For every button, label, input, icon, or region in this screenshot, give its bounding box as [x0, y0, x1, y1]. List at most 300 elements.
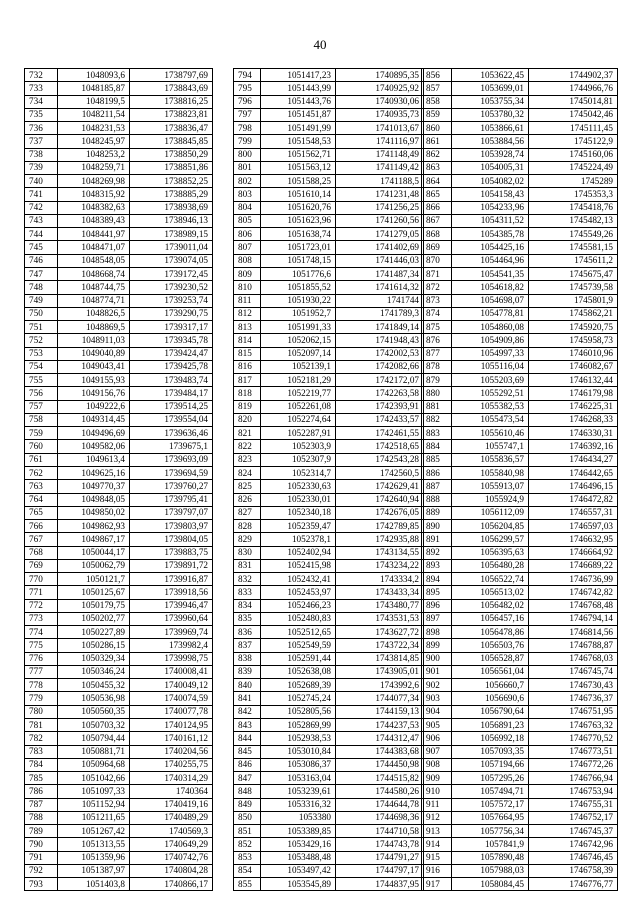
y-coordinate-cell: 1746742,82 [529, 586, 618, 599]
x-coordinate-cell: 1054778,81 [452, 307, 529, 320]
point-number-cell: 856 [422, 69, 452, 82]
table-row [234, 334, 424, 347]
table-row [234, 533, 424, 546]
table-row [422, 559, 618, 572]
y-coordinate-cell: 1744515,82 [336, 772, 424, 785]
point-number-cell: 895 [422, 586, 452, 599]
table-row [25, 148, 213, 161]
y-coordinate-cell: 1739425,78 [130, 360, 213, 373]
table-row [234, 201, 424, 214]
x-coordinate-cell: 1052261,08 [261, 400, 336, 413]
x-coordinate-cell: 1052307,9 [261, 453, 336, 466]
point-number-cell: 796 [234, 95, 261, 108]
x-coordinate-cell: 1055292,51 [452, 387, 529, 400]
x-coordinate-cell: 1051638,74 [261, 228, 336, 241]
table-row [25, 825, 213, 838]
y-coordinate-cell: 1746763,32 [529, 719, 618, 732]
x-coordinate-cell: 1050227,89 [58, 626, 130, 639]
table-row [25, 188, 213, 201]
y-coordinate-cell: 1746010,96 [529, 347, 618, 360]
x-coordinate-cell: 1048231,53 [58, 122, 130, 135]
point-number-cell: 853 [234, 851, 261, 864]
x-coordinate-cell: 1053497,42 [261, 864, 336, 877]
y-coordinate-cell: 1746689,22 [529, 559, 618, 572]
x-coordinate-cell: 1056395,63 [452, 546, 529, 559]
point-number-cell: 879 [422, 374, 452, 387]
table-row [25, 108, 213, 121]
x-coordinate-cell: 1057494,71 [452, 785, 529, 798]
y-coordinate-cell: 1743480,77 [336, 599, 424, 612]
y-coordinate-cell: 1739891,72 [130, 559, 213, 572]
y-coordinate-cell: 1745611,2 [529, 254, 618, 267]
x-coordinate-cell: 1053622,45 [452, 69, 529, 82]
y-coordinate-cell: 1742263,58 [336, 387, 424, 400]
x-coordinate-cell: 1055924,9 [452, 493, 529, 506]
table-row [25, 506, 213, 519]
y-coordinate-cell: 1742789,85 [336, 520, 424, 533]
table-row [422, 188, 618, 201]
x-coordinate-cell: 1052062,15 [261, 334, 336, 347]
point-number-cell: 826 [234, 493, 261, 506]
y-coordinate-cell: 1745920,75 [529, 321, 618, 334]
table-row [422, 705, 618, 718]
x-coordinate-cell: 1055840,98 [452, 466, 529, 479]
point-number-cell: 866 [422, 201, 452, 214]
y-coordinate-cell: 1746742,96 [529, 838, 618, 851]
table-row [25, 599, 213, 612]
table-row [25, 294, 213, 307]
y-coordinate-cell: 1740489,29 [130, 811, 213, 824]
y-coordinate-cell: 1746392,16 [529, 440, 618, 453]
table-row [25, 82, 213, 95]
y-coordinate-cell: 1743905,01 [336, 665, 424, 678]
point-number-cell: 822 [234, 440, 261, 453]
point-number-cell: 813 [234, 321, 261, 334]
x-coordinate-cell: 1048744,75 [58, 281, 130, 294]
y-coordinate-cell: 1743814,85 [336, 652, 424, 665]
y-coordinate-cell: 1745160,06 [529, 148, 618, 161]
point-number-cell: 867 [422, 214, 452, 227]
table-row [422, 148, 618, 161]
table-row [234, 559, 424, 572]
x-coordinate-cell: 1054698,07 [452, 294, 529, 307]
x-coordinate-cell: 1048199,5 [58, 95, 130, 108]
point-number-cell: 804 [234, 201, 261, 214]
y-coordinate-cell: 1741446,03 [336, 254, 424, 267]
table-row [234, 639, 424, 652]
point-number-cell: 748 [25, 281, 58, 294]
point-number-cell: 864 [422, 175, 452, 188]
y-coordinate-cell: 1744644,78 [336, 798, 424, 811]
point-number-cell: 828 [234, 520, 261, 533]
table-row [422, 811, 618, 824]
x-coordinate-cell: 1055913,07 [452, 480, 529, 493]
y-coordinate-cell: 1739675,1 [130, 440, 213, 453]
x-coordinate-cell: 1056992,18 [452, 732, 529, 745]
table-row [25, 135, 213, 148]
x-coordinate-cell: 1051359,96 [58, 851, 130, 864]
y-coordinate-cell: 1740364 [130, 785, 213, 798]
x-coordinate-cell: 1050346,24 [58, 665, 130, 678]
x-coordinate-cell: 1048315,92 [58, 188, 130, 201]
x-coordinate-cell: 1056660,7 [452, 679, 529, 692]
y-coordinate-cell: 1744312,47 [336, 732, 424, 745]
x-coordinate-cell: 1054005,31 [452, 161, 529, 174]
y-coordinate-cell: 1746745,74 [529, 665, 618, 678]
point-number-cell: 745 [25, 241, 58, 254]
point-number-cell: 763 [25, 480, 58, 493]
x-coordinate-cell: 1054860,08 [452, 321, 529, 334]
point-number-cell: 896 [422, 599, 452, 612]
point-number-cell: 843 [234, 719, 261, 732]
table-row [25, 665, 213, 678]
table-row [234, 122, 424, 135]
x-coordinate-cell: 1050179,75 [58, 599, 130, 612]
table-row [422, 758, 618, 771]
x-coordinate-cell: 1056522,74 [452, 573, 529, 586]
y-coordinate-cell: 1738851,86 [130, 161, 213, 174]
point-number-cell: 782 [25, 732, 58, 745]
y-coordinate-cell: 1743334,2 [336, 573, 424, 586]
table-row [25, 493, 213, 506]
point-number-cell: 880 [422, 387, 452, 400]
point-number-cell: 848 [234, 785, 261, 798]
x-coordinate-cell: 1053163,04 [261, 772, 336, 785]
y-coordinate-cell: 1744383,68 [336, 745, 424, 758]
table-row [234, 520, 424, 533]
y-coordinate-cell: 1746472,82 [529, 493, 618, 506]
table-row [25, 175, 213, 188]
point-number-cell: 916 [422, 864, 452, 877]
x-coordinate-cell: 1052453,97 [261, 586, 336, 599]
point-number-cell: 818 [234, 387, 261, 400]
y-coordinate-cell: 1739636,46 [130, 427, 213, 440]
x-coordinate-cell: 1053488,48 [261, 851, 336, 864]
x-coordinate-cell: 1048245,97 [58, 135, 130, 148]
x-coordinate-cell: 1056204,85 [452, 520, 529, 533]
x-coordinate-cell: 1056561,04 [452, 665, 529, 678]
y-coordinate-cell: 1742560,5 [336, 466, 424, 479]
point-number-cell: 888 [422, 493, 452, 506]
table-row [25, 228, 213, 241]
y-coordinate-cell: 1741256,25 [336, 201, 424, 214]
point-number-cell: 901 [422, 665, 452, 678]
x-coordinate-cell: 1051588,25 [261, 175, 336, 188]
table-row [422, 493, 618, 506]
y-coordinate-cell: 1739803,97 [130, 520, 213, 533]
y-coordinate-cell: 1743627,72 [336, 626, 424, 639]
point-number-cell: 814 [234, 334, 261, 347]
table-row [25, 321, 213, 334]
y-coordinate-cell: 1746736,99 [529, 573, 618, 586]
table-row [234, 175, 424, 188]
table-row [25, 400, 213, 413]
x-coordinate-cell: 1052638,08 [261, 665, 336, 678]
point-number-cell: 838 [234, 652, 261, 665]
x-coordinate-cell: 1049156,76 [58, 387, 130, 400]
y-coordinate-cell: 1741487,34 [336, 267, 424, 280]
table-row [234, 374, 424, 387]
y-coordinate-cell: 1739693,09 [130, 453, 213, 466]
x-coordinate-cell: 1052415,98 [261, 559, 336, 572]
y-coordinate-cell: 1741149,42 [336, 161, 424, 174]
y-coordinate-cell: 1745581,15 [529, 241, 618, 254]
table-row [25, 387, 213, 400]
point-number-cell: 735 [25, 108, 58, 121]
table-row [234, 506, 424, 519]
table-row [234, 825, 424, 838]
x-coordinate-cell: 1051855,52 [261, 281, 336, 294]
point-number-cell: 802 [234, 175, 261, 188]
x-coordinate-cell: 1053928,74 [452, 148, 529, 161]
x-coordinate-cell: 1052591,44 [261, 652, 336, 665]
x-coordinate-cell: 1050703,32 [58, 719, 130, 732]
x-coordinate-cell: 1051548,53 [261, 135, 336, 148]
table-row [25, 838, 213, 851]
x-coordinate-cell: 1056480,28 [452, 559, 529, 572]
table-row [25, 652, 213, 665]
table-row [234, 811, 424, 824]
y-coordinate-cell: 1739804,05 [130, 533, 213, 546]
point-number-cell: 906 [422, 732, 452, 745]
point-number-cell: 743 [25, 214, 58, 227]
x-coordinate-cell: 1052274,64 [261, 413, 336, 426]
x-coordinate-cell: 1053380 [261, 811, 336, 824]
point-number-cell: 778 [25, 679, 58, 692]
table-row [234, 267, 424, 280]
point-number-cell: 819 [234, 400, 261, 413]
point-number-cell: 913 [422, 825, 452, 838]
y-coordinate-cell: 1744902,37 [529, 69, 618, 82]
x-coordinate-cell: 1056457,16 [452, 612, 529, 625]
table-row [234, 679, 424, 692]
point-number-cell: 807 [234, 241, 261, 254]
table-row [234, 307, 424, 320]
x-coordinate-cell: 1049582,06 [58, 440, 130, 453]
point-number-cell: 869 [422, 241, 452, 254]
point-number-cell: 799 [234, 135, 261, 148]
x-coordinate-cell: 1048211,54 [58, 108, 130, 121]
point-number-cell: 911 [422, 798, 452, 811]
x-coordinate-cell: 1049043,41 [58, 360, 130, 373]
coordinates-table-2 [233, 68, 424, 891]
x-coordinate-cell: 1052805,56 [261, 705, 336, 718]
x-coordinate-cell: 1049314,45 [58, 413, 130, 426]
table-row [234, 546, 424, 559]
y-coordinate-cell: 1746496,15 [529, 480, 618, 493]
x-coordinate-cell: 1052181,29 [261, 374, 336, 387]
y-coordinate-cell: 1739982,4 [130, 639, 213, 652]
x-coordinate-cell: 1054233,96 [452, 201, 529, 214]
x-coordinate-cell: 1057841,9 [452, 838, 529, 851]
y-coordinate-cell: 1744450,98 [336, 758, 424, 771]
table-row [234, 108, 424, 121]
table-row [422, 652, 618, 665]
y-coordinate-cell: 1738816,25 [130, 95, 213, 108]
table-row [25, 241, 213, 254]
table-row [422, 546, 618, 559]
y-coordinate-cell: 1746664,92 [529, 546, 618, 559]
x-coordinate-cell: 1052340,18 [261, 506, 336, 519]
table-row [422, 626, 618, 639]
table-row [422, 135, 618, 148]
point-number-cell: 811 [234, 294, 261, 307]
point-number-cell: 738 [25, 148, 58, 161]
table-row [422, 175, 618, 188]
point-number-cell: 890 [422, 520, 452, 533]
table-row [25, 480, 213, 493]
point-number-cell: 757 [25, 400, 58, 413]
point-number-cell: 756 [25, 387, 58, 400]
table-row [422, 772, 618, 785]
table-row [422, 466, 618, 479]
table-row [234, 161, 424, 174]
point-number-cell: 772 [25, 599, 58, 612]
x-coordinate-cell: 1055116,04 [452, 360, 529, 373]
table-row [25, 705, 213, 718]
y-coordinate-cell: 1743531,53 [336, 612, 424, 625]
x-coordinate-cell: 1055610,46 [452, 427, 529, 440]
y-coordinate-cell: 1746752,17 [529, 811, 618, 824]
y-coordinate-cell: 1742518,65 [336, 440, 424, 453]
y-coordinate-cell: 1739253,74 [130, 294, 213, 307]
x-coordinate-cell: 1055747,1 [452, 440, 529, 453]
y-coordinate-cell: 1743722,34 [336, 639, 424, 652]
y-coordinate-cell: 1746730,43 [529, 679, 618, 692]
y-coordinate-cell: 1746597,03 [529, 520, 618, 533]
table-row [422, 201, 618, 214]
y-coordinate-cell: 1742640,94 [336, 493, 424, 506]
point-number-cell: 777 [25, 665, 58, 678]
x-coordinate-cell: 1052287,91 [261, 427, 336, 440]
table-row [25, 533, 213, 546]
y-coordinate-cell: 1741279,05 [336, 228, 424, 241]
point-number-cell: 760 [25, 440, 58, 453]
x-coordinate-cell: 1048471,07 [58, 241, 130, 254]
y-coordinate-cell: 1739797,07 [130, 506, 213, 519]
table-row [422, 639, 618, 652]
y-coordinate-cell: 1739230,52 [130, 281, 213, 294]
table-row [25, 307, 213, 320]
table-row [234, 480, 424, 493]
point-number-cell: 764 [25, 493, 58, 506]
table-row [234, 719, 424, 732]
y-coordinate-cell: 1746776,77 [529, 878, 618, 891]
x-coordinate-cell: 1051042,66 [58, 772, 130, 785]
table-row [234, 652, 424, 665]
y-coordinate-cell: 1746746,45 [529, 851, 618, 864]
y-coordinate-cell: 1740049,12 [130, 679, 213, 692]
y-coordinate-cell: 1745482,13 [529, 214, 618, 227]
y-coordinate-cell: 1738852,25 [130, 175, 213, 188]
point-number-cell: 836 [234, 626, 261, 639]
point-number-cell: 851 [234, 825, 261, 838]
x-coordinate-cell: 1051610,14 [261, 188, 336, 201]
y-coordinate-cell: 1739795,41 [130, 493, 213, 506]
y-coordinate-cell: 1739760,27 [130, 480, 213, 493]
y-coordinate-cell: 1746794,14 [529, 612, 618, 625]
table-row [25, 453, 213, 466]
point-number-cell: 767 [25, 533, 58, 546]
table-row [25, 573, 213, 586]
y-coordinate-cell: 1742935,88 [336, 533, 424, 546]
x-coordinate-cell: 1050044,17 [58, 546, 130, 559]
point-number-cell: 803 [234, 188, 261, 201]
point-number-cell: 833 [234, 586, 261, 599]
point-number-cell: 849 [234, 798, 261, 811]
y-coordinate-cell: 1739969,74 [130, 626, 213, 639]
x-coordinate-cell: 1057295,26 [452, 772, 529, 785]
x-coordinate-cell: 1056112,09 [452, 506, 529, 519]
y-coordinate-cell: 1739554,04 [130, 413, 213, 426]
point-number-cell: 812 [234, 307, 261, 320]
table-row [25, 360, 213, 373]
point-number-cell: 797 [234, 108, 261, 121]
table-row [234, 798, 424, 811]
table-row [422, 665, 618, 678]
y-coordinate-cell: 1744698,36 [336, 811, 424, 824]
point-number-cell: 900 [422, 652, 452, 665]
point-number-cell: 910 [422, 785, 452, 798]
table-row [422, 334, 618, 347]
x-coordinate-cell: 1053545,89 [261, 878, 336, 891]
point-number-cell: 733 [25, 82, 58, 95]
table-row [25, 95, 213, 108]
point-number-cell: 842 [234, 705, 261, 718]
table-row [25, 811, 213, 824]
table-row [422, 95, 618, 108]
x-coordinate-cell: 1054541,35 [452, 267, 529, 280]
point-number-cell: 810 [234, 281, 261, 294]
table-row [25, 122, 213, 135]
point-number-cell: 774 [25, 626, 58, 639]
x-coordinate-cell: 1048911,03 [58, 334, 130, 347]
x-coordinate-cell: 1051491,99 [261, 122, 336, 135]
table-row [422, 387, 618, 400]
x-coordinate-cell: 1048548,05 [58, 254, 130, 267]
point-number-cell: 885 [422, 453, 452, 466]
point-number-cell: 861 [422, 135, 452, 148]
y-coordinate-cell: 1739484,17 [130, 387, 213, 400]
y-coordinate-cell: 1740935,73 [336, 108, 424, 121]
table-row [25, 785, 213, 798]
point-number-cell: 865 [422, 188, 452, 201]
table-row [422, 533, 618, 546]
point-number-cell: 837 [234, 639, 261, 652]
x-coordinate-cell: 1049625,16 [58, 466, 130, 479]
point-number-cell: 891 [422, 533, 452, 546]
point-number-cell: 794 [234, 69, 261, 82]
table-row [422, 798, 618, 811]
y-coordinate-cell: 1739998,75 [130, 652, 213, 665]
x-coordinate-cell: 1054311,52 [452, 214, 529, 227]
point-number-cell: 873 [422, 294, 452, 307]
x-coordinate-cell: 1055382,53 [452, 400, 529, 413]
x-coordinate-cell: 1052139,1 [261, 360, 336, 373]
point-number-cell: 887 [422, 480, 452, 493]
table-row [234, 573, 424, 586]
table-row [422, 586, 618, 599]
x-coordinate-cell: 1057572,17 [452, 798, 529, 811]
y-coordinate-cell: 1742172,07 [336, 374, 424, 387]
point-number-cell: 871 [422, 267, 452, 280]
point-number-cell: 761 [25, 453, 58, 466]
x-coordinate-cell: 1052512,65 [261, 626, 336, 639]
x-coordinate-cell: 1051097,33 [58, 785, 130, 798]
x-coordinate-cell: 1051451,87 [261, 108, 336, 121]
point-number-cell: 877 [422, 347, 452, 360]
point-number-cell: 816 [234, 360, 261, 373]
